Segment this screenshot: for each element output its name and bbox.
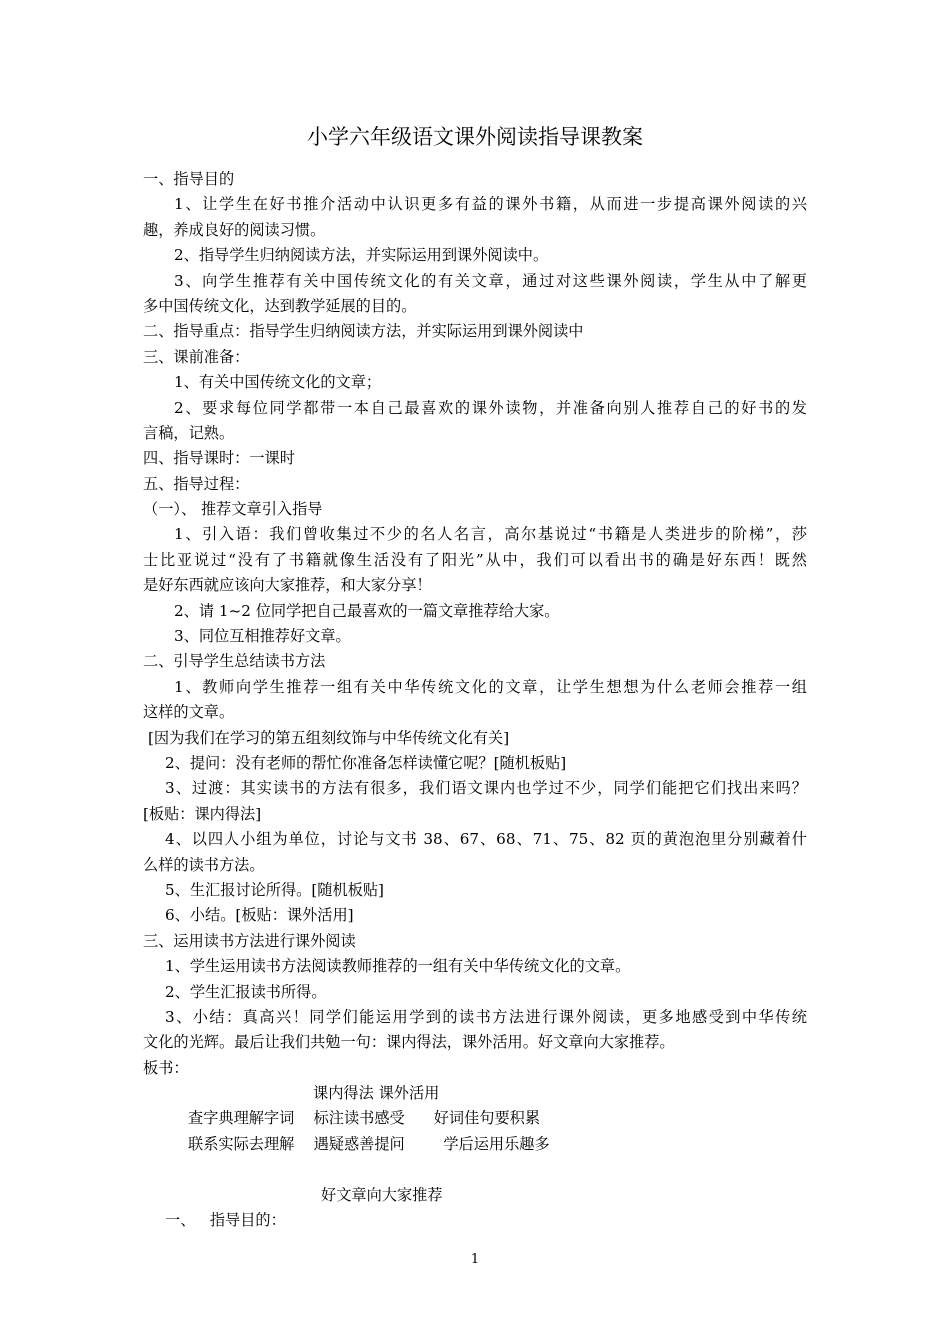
section-heading: 二、指导重点：指导学生归纳阅读方法，并实际运用到课外阅读中: [143, 322, 584, 341]
paragraph-line: 趣，养成良好的阅读习惯。: [143, 220, 326, 239]
paragraph-line: 2、学生汇报读书所得。: [165, 982, 327, 1001]
section-heading: 二、引导学生总结读书方法: [143, 652, 326, 671]
board-label: 板书：: [143, 1058, 189, 1077]
paragraph-line: 3、过渡：其实读书的方法有很多，我们语文课内也学过不少，同学们能把它们找出来吗？: [165, 779, 807, 798]
paragraph-line: 多中国传统文化，达到教学延展的目的。: [143, 296, 417, 315]
paragraph-line: 这样的文章。: [143, 703, 235, 722]
paragraph-line: 士比亚说过“没有了书籍就像生活没有了阳光”从中，我们可以看出书的确是好东西！既然: [143, 550, 807, 569]
document-body: [143, 167, 807, 1233]
section-heading: 一、指导目的: [143, 170, 235, 188]
section-heading: 一、 指导目的：: [165, 1211, 286, 1230]
paragraph-line: 言稿，记熟。: [143, 423, 235, 442]
paragraph-line: 1、教师向学生推荐一组有关中华传统文化的文章，让学生想想为什么老师会推荐一组: [174, 677, 807, 696]
section-title: 好文章向大家推荐: [321, 1185, 443, 1204]
paragraph-line: 3、同位互相推荐好文章。: [174, 627, 351, 646]
paragraph-line: 6、小结。[板贴：课外活用]: [165, 906, 354, 925]
section-heading: 三、运用读书方法进行课外阅读: [143, 931, 356, 950]
paragraph-line: 么样的读书方法。: [143, 855, 265, 874]
paragraph-line: 文化的光辉。最后让我们共勉一句：课内得法，课外活用。好文章向大家推荐。: [143, 1033, 675, 1052]
board-line: 联系实际去理解 遇疑惑善提问 学后运用乐趣多: [188, 1134, 550, 1153]
paragraph-line: 1、引入语：我们曾收集过不少的名人名言，高尔基说过“书籍是人类进步的阶梯”，莎: [174, 525, 807, 544]
paragraph-line: 3、小结：真高兴！同学们能运用学到的读书方法进行课外阅读，更多地感受到中华传统: [165, 1007, 807, 1026]
paragraph-line: 2、指导学生归纳阅读方法，并实际运用到课外阅读中。: [174, 246, 549, 265]
paragraph-line: 1、让学生在好书推介活动中认识更多有益的课外书籍，从而进一步提高课外阅读的兴: [174, 195, 807, 214]
document-title: 小学六年级语文课外阅读指导课教案: [307, 125, 643, 149]
paragraph-line: 1、学生运用读书方法阅读教师推荐的一组有关中华传统文化的文章。: [165, 957, 631, 976]
paragraph-line: 是好东西就应该向大家推荐，和大家分享！: [143, 576, 432, 595]
paragraph-line: 1、有关中国传统文化的文章；: [174, 373, 382, 392]
paragraph-line: 2、要求每位同学都带一本自己最喜欢的课外读物，并准备向别人推荐自己的好书的发: [174, 398, 807, 417]
blank-line: [143, 1157, 807, 1182]
paragraph-line: 2、请 1~2 位同学把自己最喜欢的一篇文章推荐给大家。: [174, 601, 560, 620]
section-heading: 三、课前准备：: [143, 347, 250, 366]
board-heading: 课内得法 课外活用: [313, 1084, 440, 1103]
paragraph-line: [因为我们在学习的第五组刻纹饰与中华传统文化有关]: [148, 728, 510, 747]
paragraph-line: 3、向学生推荐有关中国传统文化的有关文章，通过对这些课外阅读，学生从中了解更: [174, 271, 807, 290]
paragraph-line: 2、提问：没有老师的帮忙你准备怎样读懂它呢？[随机板贴]: [165, 753, 567, 772]
page-number: 1: [470, 1252, 480, 1267]
subsection-heading: （一）、 推荐文章引入指导: [143, 500, 323, 519]
paragraph-line: [板贴：课内得法]: [143, 804, 262, 823]
section-heading: 五、指导过程：: [143, 474, 250, 493]
paragraph-line: 4、以四人小组为单位，讨论与文书 38、67、68、71、75、82 页的黄泡泡里分别藏着什: [165, 830, 807, 849]
section-heading: 四、指导课时：一课时: [143, 449, 295, 468]
board-line: 查字典理解字词 标注读书感受 好词佳句要积累: [188, 1109, 541, 1128]
paragraph-line: 5、生汇报讨论所得。[随机板贴]: [165, 880, 384, 899]
